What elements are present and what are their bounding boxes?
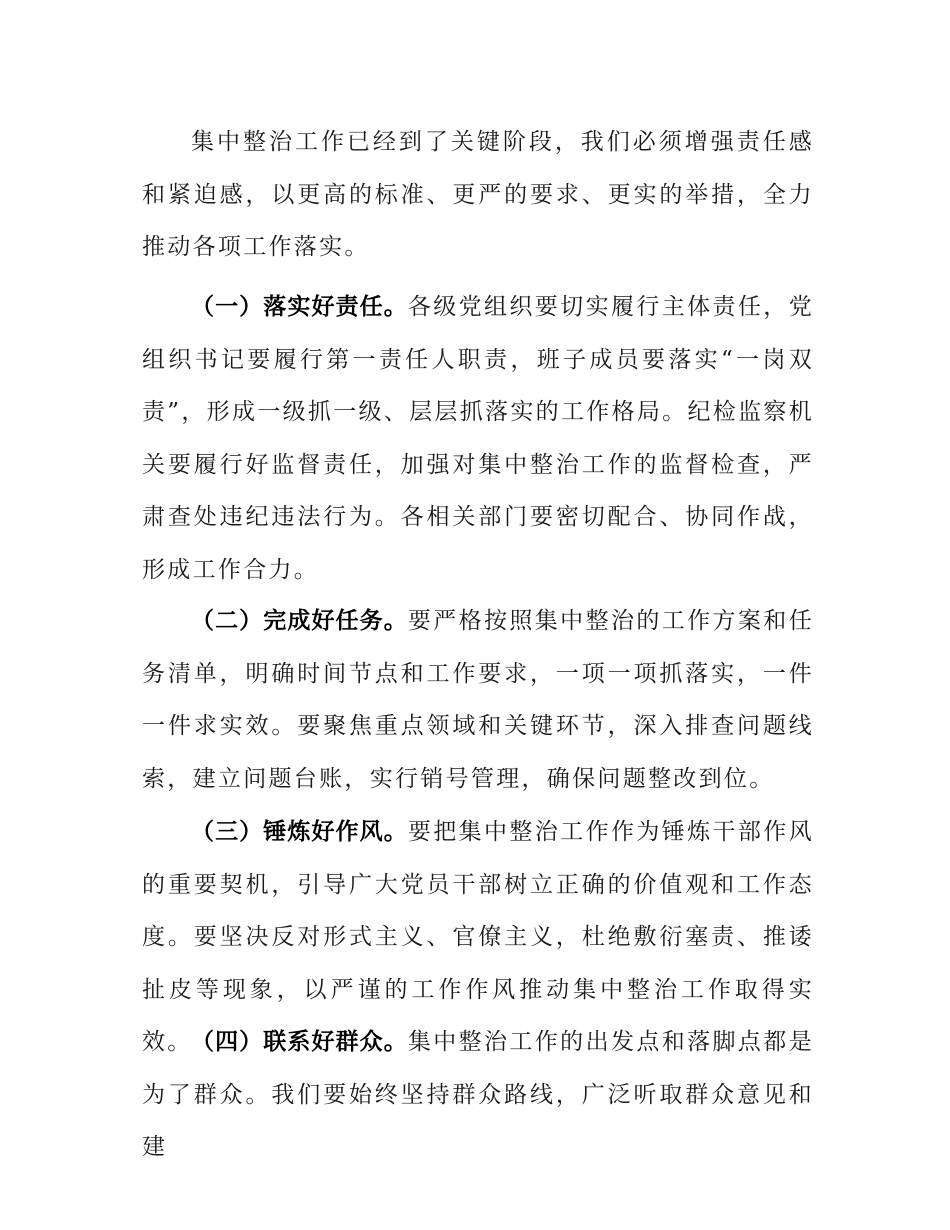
section-heading-2: （二）完成好任务。 <box>191 608 408 634</box>
intro-text: 集中整治工作已经到了关键阶段，我们必须增强责任感和紧迫感，以更高的标准、更严的要求、更实的举措，全力推动各项工作落实。 <box>142 129 814 260</box>
section-body-3: 要把集中整治工作作为锤炼干部作风的重要契机，引导广大党员干部树立正确的价值观和工作态度。要坚决反对形式主义、官僚主义，杜绝敷衍塞责、推诿扯皮等现象，以严谨的工作作风推动集中整治工作取得实效。 <box>142 819 814 1055</box>
section-body-2: 要严格按照集中整治的工作方案和任务清单，明确时间节点和工作要求，一项一项抓落实，一件一件求实效。要聚焦重点领域和关键环节，深入排查问题线索，建立问题台账，实行销号管理，确保问题整改到位。 <box>142 608 814 792</box>
section-body-1: 各级党组织要切实履行主体责任，党组织书记要履行第一责任人职责，班子成员要落实“一岗双责”，形成一级抓一级、层层抓落实的工作格局。纪检监察机关要履行好监督责任，加强对集中整治工作的监督检查，严肃查处违纪违法行为。各相关部门要密切配合、协同作战，形成工作合力。 <box>142 294 814 583</box>
section-heading-3: （三）锤炼好作风。 <box>191 819 408 845</box>
section-heading-4: （四）联系好群众。 <box>191 1029 408 1055</box>
section-body-4: 集中整治工作的出发点和落脚点都是为了群众。我们要始终坚持群众路线，广泛听取群众意见和建 <box>142 1029 814 1160</box>
section-paragraph-4 <box>142 1016 814 1174</box>
section-paragraph-1 <box>142 281 814 596</box>
section-heading-1: （一）落实好责任。 <box>191 294 408 320</box>
section-paragraph-2 <box>142 595 814 805</box>
intro-paragraph <box>142 116 814 274</box>
